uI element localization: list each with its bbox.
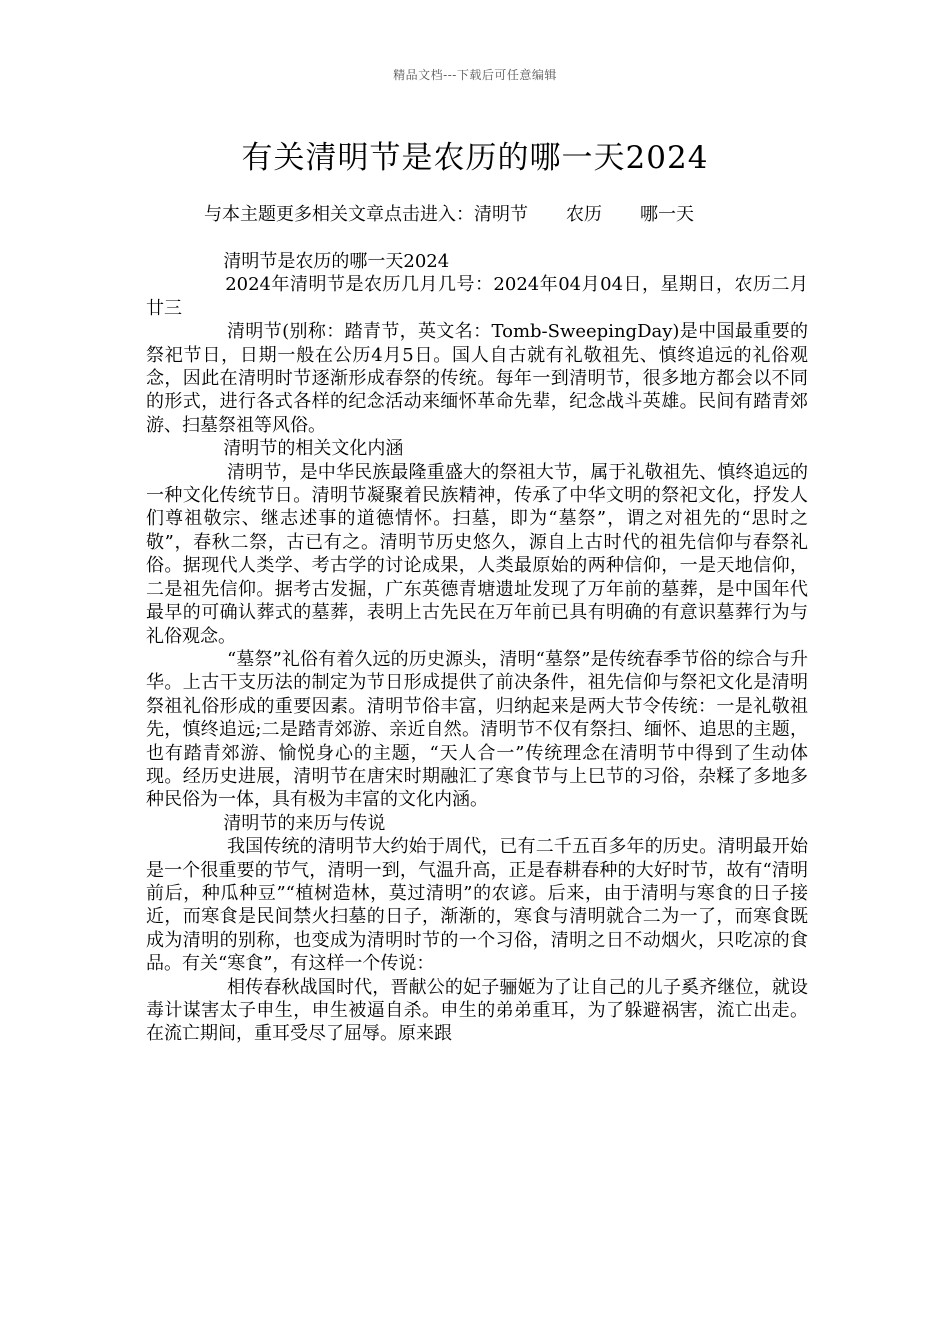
section-heading-date: 清明节是农历的哪一天2024 [223, 251, 450, 272]
paragraph-culture-1: 清明节，是中华民族最隆重盛大的祭祖大节，属于礼敬祖先、慎终追远的一种文化传统节日。清明节凝聚着民族精神，传承了中华文明的祭祀文化，抒发人们尊祖敬宗、继志述事的道德情怀。扫墓，即为“墓祭”，谓之对祖先的“思时之敬”，春秋二祭，古已有之。清明节历史悠久，源自上古时代的祖先信仰与春祭礼俗。据现代人类学、考古学的讨论成果，人类最原始的两种信仰，一是天地信仰，二是祖先信仰。据考古发掘，广东英德青塘遗址发现了万年前的墓葬，是中国年代最早的可确认葬式的墓葬，表明上古先民在万年前已具有明确的有意识墓葬行为与礼俗观念。 [146, 461, 808, 647]
related-tag-link-nongli[interactable]: 农历 [566, 204, 602, 225]
paragraph-date-info: 2024年清明节是农历几月几号：2024年04月04日，星期日，农历二月廿三 [146, 274, 808, 319]
section-heading-culture: 清明节的相关文化内涵 [223, 438, 404, 460]
paragraph-origin-1: 我国传统的清明节大约始于周代，已有二千五百多年的历史。清明最开始是一个很重要的节气，清明一到，气温升高，正是春耕春种的大好时节，故有“清明前后，种瓜种豆”“植树造林，莫过清明”的农谚。后来，由于清明与寒食的日子接近，而寒食是民间禁火扫墓的日子，渐渐的，寒食与清明就合二为一了，而寒食既成为清明的别称，也变成为清明时节的一个习俗，清明之日不动烟火，只吃凉的食品。有关“寒食”，有这样一个传说： [146, 836, 808, 975]
paragraph-intro: 清明节(别称：踏青节，英文名：Tomb-SweepingDay)是中国最重要的祭祀节日，日期一般在公历4月5日。国人自古就有礼敬祖先、慎终追远的礼俗观念，因此在清明时节逐渐形成春祭的传统。每年一到清明节，很多地方都会以不同的形式，进行各式各样的纪念活动来缅怀革命先辈，纪念战斗英雄。民间有踏青郊游、扫墓祭祖等风俗。 [146, 321, 808, 436]
article-body [146, 250, 808, 1046]
related-articles-bar [204, 200, 904, 226]
page-header-watermark: 精品文档---下载后可任意编辑 [393, 68, 557, 82]
related-tag-link-qingmingjie[interactable]: 清明节 [474, 204, 528, 225]
related-tag-link-nayitian[interactable]: 哪一天 [640, 204, 694, 225]
document-title: 有关清明节是农历的哪一天2024 [241, 140, 709, 176]
paragraph-origin-2: 相传春秋战国时代，晋献公的妃子骊姬为了让自己的儿子奚齐继位，就设毒计谋害太子申生，申生被逼自杀。申生的弟弟重耳，为了躲避祸害，流亡出走。在流亡期间，重耳受尽了屈辱。原来跟 [146, 976, 808, 1045]
related-articles-prefix: 与本主题更多相关文章点击进入： [204, 204, 474, 225]
section-heading-origin: 清明节的来历与传说 [223, 812, 386, 834]
paragraph-culture-2: “墓祭”礼俗有着久远的历史源头，清明“墓祭”是传统春季节俗的综合与升华。上古干支历法的制定为节日形成提供了前决条件，祖先信仰与祭祀文化是清明祭祖礼俗形成的重要因素。清明节俗丰富，归纳起来是两大节令传统：一是礼敬祖先，慎终追远;二是踏青郊游、亲近自然。清明节不仅有祭扫、缅怀、追思的主题，也有踏青郊游、愉悦身心的主题，“天人合一”传统理念在清明节中得到了生动体现。经历史进展，清明节在唐宋时期融汇了寒食节与上巳节的习俗，杂糅了多地多种民俗为一体，具有极为丰富的文化内涵。 [146, 648, 808, 811]
